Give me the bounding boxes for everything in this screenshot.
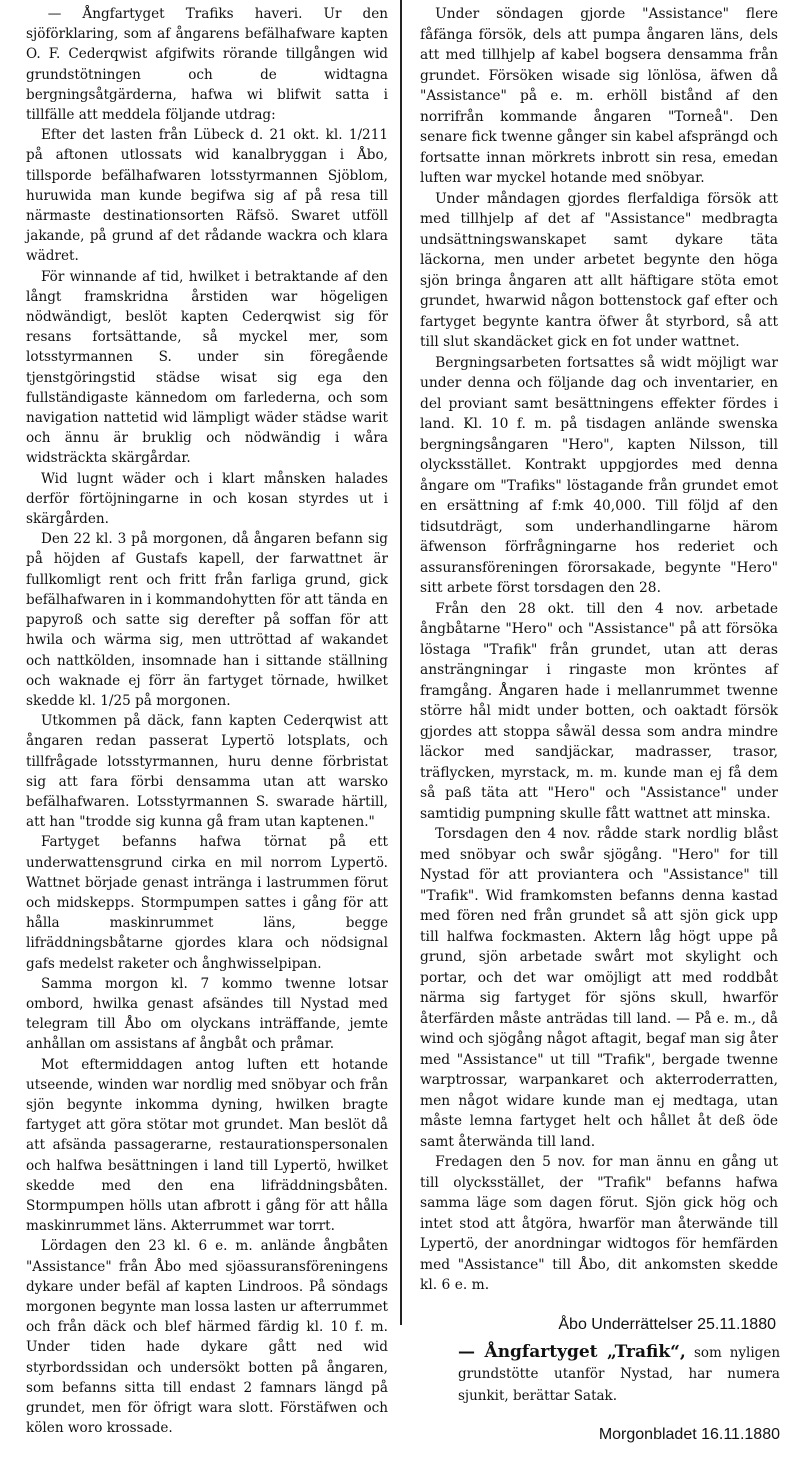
article-paragraph: För winnande af tid, hwilket i betraktande af den långt framskridna årstiden war högeligen nödwändigt, beslöt kapten Cederqwist sig för resans fortsättande, så myckel mer, som lotsstyrmannen S. under sin föregående tjenstgöringstid städse wisat sig ega den fullständigaste kännedom om farlederna, och som navigation nattetid wid lämpligt wäder städse warit och ännu är bruklig och nödwändig i wåra widsträckta skärgårdar.	[26, 268, 388, 467]
article-right-column	[420, 4, 778, 1296]
notice-headline: — Ångfartyget „Trafik“,	[458, 1342, 686, 1362]
article-paragraph: Wid lugnt wäder och i klart månsken halades derför förtöjningarne in och kosan styrdes ut i skärgården.	[26, 470, 388, 528]
article-paragraph: Under måndagen gjordes flerfaldiga försök att med tillhjelp af det af "Assistance" medbragta undsättningswanskapet samt dykare täta läckorna, men under arbetet begynte den höga sjön bringa ångaren att allt häftigare stöta emot grundet, hwarwid någon bottenstock gaf efter och fartyget begynte kantra öfwer åt styrbord, så att till slut skandäcket gick en fot under wattnet.	[420, 190, 778, 350]
article-paragraph: — Ångfartyget Trafiks haveri. Ur den sjöförklaring, som af ångarens befälhafware kapten O. F. Cederqwist afgifwits rörande tillgången wid grundstötningen och de widtagna bergningsåtgärderna, hafwa wi blifwit satta i tillfälle att meddela följande utdrag:	[26, 6, 388, 124]
news-notice	[458, 1342, 780, 1407]
article-source-citation: Åbo Underrättelser 25.11.1880	[558, 1316, 776, 1333]
article-paragraph: Lördagen den 23 kl. 6 e. m. anlände ångbåten "Assistance" från Åbo med sjöassuransföreningens dykare under befäl af kapten Lindroos. På söndags morgonen begynte man lossa lasten ur afterrummet och från däck och blef härmed färdig kl. 10 f. m. Under tiden hade dykare gått ned wid styrbordssidan och undersökt botten på ångaren, som befanns sitta till endast 2 famnars längd på grundet, men för öfrigt wara slott. Förstäfwen och kölen woro krossade.	[26, 1238, 388, 1437]
article-paragraph: Bergningsarbeten fortsattes så widt möjligt war under denna och följande dag och inventarier, en del proviant samt besättningens effekter fördes i land. Kl. 10 f. m. på tisdagen anlände swenska bergningsångaren "Hero", kapten Nilsson, till olycksstället. Kontrakt uppgjordes med denna ångare om "Trafiks" löstagande från grundet emot en ersättning af f:mk 40,000. Till följd af den tidsutdrägt, som underhandlingarne härom äfwenson förfrågningarne hos rederiet och assuransföreningen förorsakade, begynte "Hero" sitt arbete först torsdagen den 28.	[420, 354, 778, 596]
notice-source-citation: Morgonbladet 16.11.1880	[598, 1426, 780, 1443]
article-paragraph: Samma morgon kl. 7 kommo twenne lotsar ombord, hwilka genast afsändes till Nystad med telegram till Åbo om olyckans inträffande, jemte anhållan om assistans af ångbåt och pråmar.	[26, 975, 388, 1053]
article-paragraph: Från den 28 okt. till den 4 nov. arbetade ångbåtarne "Hero" och "Assistance" på att försöka löstaga "Trafik" från grundet, utan att deras ansträngningar i ringaste mon kröntes af framgång. Ångaren hade i mellanrummet twenne större hål midt under botten, och oaktadt försök gjordes att stoppa såwäl dessa som andra mindre läckor med sandjäckar, madrasser, trasor, träflycken, myrstack, m. m. kunde man ej få dem så paß täta att "Hero" och "Assistance" under samtidig pumpning skulle fått wattnet att minska.	[420, 600, 778, 822]
notice-text: som nyligen grundstötte utanför Nystad, har numera sjunkit, berättar Satak.	[458, 1345, 781, 1404]
article-paragraph: Under söndagen gjorde "Assistance" flere fåfänga försök, dels att pumpa ångaren läns, dels att med tillhjelp af kabel bogsera densamma från grundet. Försöken wisade sig lönlösa, äfwen då "Assistance" på e. m. erhöll bistånd af den norrifrån kommande ångaren "Torneå". Den senare fick twenne gånger sin kabel afsprängd och fortsatte innan mörkrets inbrott sin resa, emedan luften war myckel hotande med snöbyar.	[420, 6, 779, 186]
article-paragraph: Mot eftermiddagen antog luften ett hotande utseende, winden war nordlig med snöbyar och från sjön begynte inkomma dyning, hwilken bragte fartyget att göra stötar mot grundet. Man beslöt då att afsända passagerarne, restaurationspersonalen och halfwa besättningen i land till Lypertö, hwilket skedde med den ena lifräddningsbåten. Stormpumpen hölls utan afbrott i gång för att hålla maskinrummet läns. Akterrummet war torrt.	[26, 1056, 388, 1235]
article-paragraph: Torsdagen den 4 nov. rådde stark nordlig blåst med snöbyar och swår sjögång. "Hero" for till Nystad för att proviantera och "Assistance" till "Trafik". Wid framkomsten befanns denna kastad med fören ned från grundet så att sjön gick upp till halfwa fockmasten. Aktern låg högt uppe på grund, sjön arbetade swårt mot skylight och portar, och det war omöjligt att med roddbåt närma sig fartyget för sjöns skull, hwarför återfärden måste anträdas till land. — På e. m., då wind och sjögång något aftagit, begaf man sig åter med "Assistance" ut till "Trafik", bergade twenne warptrossar, warpankaret och akterroderratten, men något widare kunde man ej medtaga, utan måste lemna fartyget helt och hållet åt deß öde samt återwända till land.	[420, 826, 778, 1150]
article-left-column	[26, 4, 388, 1438]
article-paragraph: Fredagen den 5 nov. for man ännu en gång ut till olycksstället, der "Trafik" befanns hafwa samma läge som dagen förut. Sjön gick hög och intet stod att åtgöra, hwarför man återwände till Lypertö, der anordningar widtogos för hemfärden med "Assistance" till Åbo, dit ankomsten skedde kl. 6 e. m.	[420, 1154, 778, 1293]
article-paragraph: Efter det lasten från Lübeck d. 21 okt. kl. 1/211 på aftonen utlossats wid kanalbryggan i Åbo, tillsporde befälhafwaren lotsstyrmannen Sjöblom, huruwida man kunde begifwa sig af på resa till närmaste destinationsorten Räfsö. Swaret utföll jakande, på grund af det rådande wackra och klara wädret.	[26, 127, 388, 265]
article-paragraph: Utkommen på däck, fann kapten Cederqwist att ångaren redan passerat Lypertö lotsplats, och tillfrågade lotsstyrmannen, huru denne förbristat sig att fara förbi densamma utan att warsko befälhafwaren. Lotsstyrmannen S. swarade härtill, att han "trodde sig kunna gå fram utan kaptenen."	[26, 713, 388, 831]
column-divider	[400, 0, 402, 1325]
article-paragraph: Den 22 kl. 3 på morgonen, då ångaren befann sig på höjden af Gustafs kapell, der farwattnet är fullkomligt rent och fritt från farliga grund, gick befälhafwaren in i kommandohytten för att tända en papyroß och satte sig derefter på soffan för att hwila och wärma sig, men uttröttad af wakandet och nattkölden, insomnade han i sittande ställning och waknade ej förr än fartyget törnade, hwilket skedde kl. 1/25 på morgonen.	[26, 531, 388, 709]
article-paragraph: Fartyget befanns hafwa törnat på ett underwattensgrund cirka en mil norrom Lypertö. Wattnet började genast intränga i lastrummen förut och midskepps. Stormpumpen sattes i gång för att hålla maskinrummet läns, begge lifräddningsbåtarne gjordes klara och nödsignal gafs medelst raketer och ånghwisselpipan.	[26, 834, 388, 972]
